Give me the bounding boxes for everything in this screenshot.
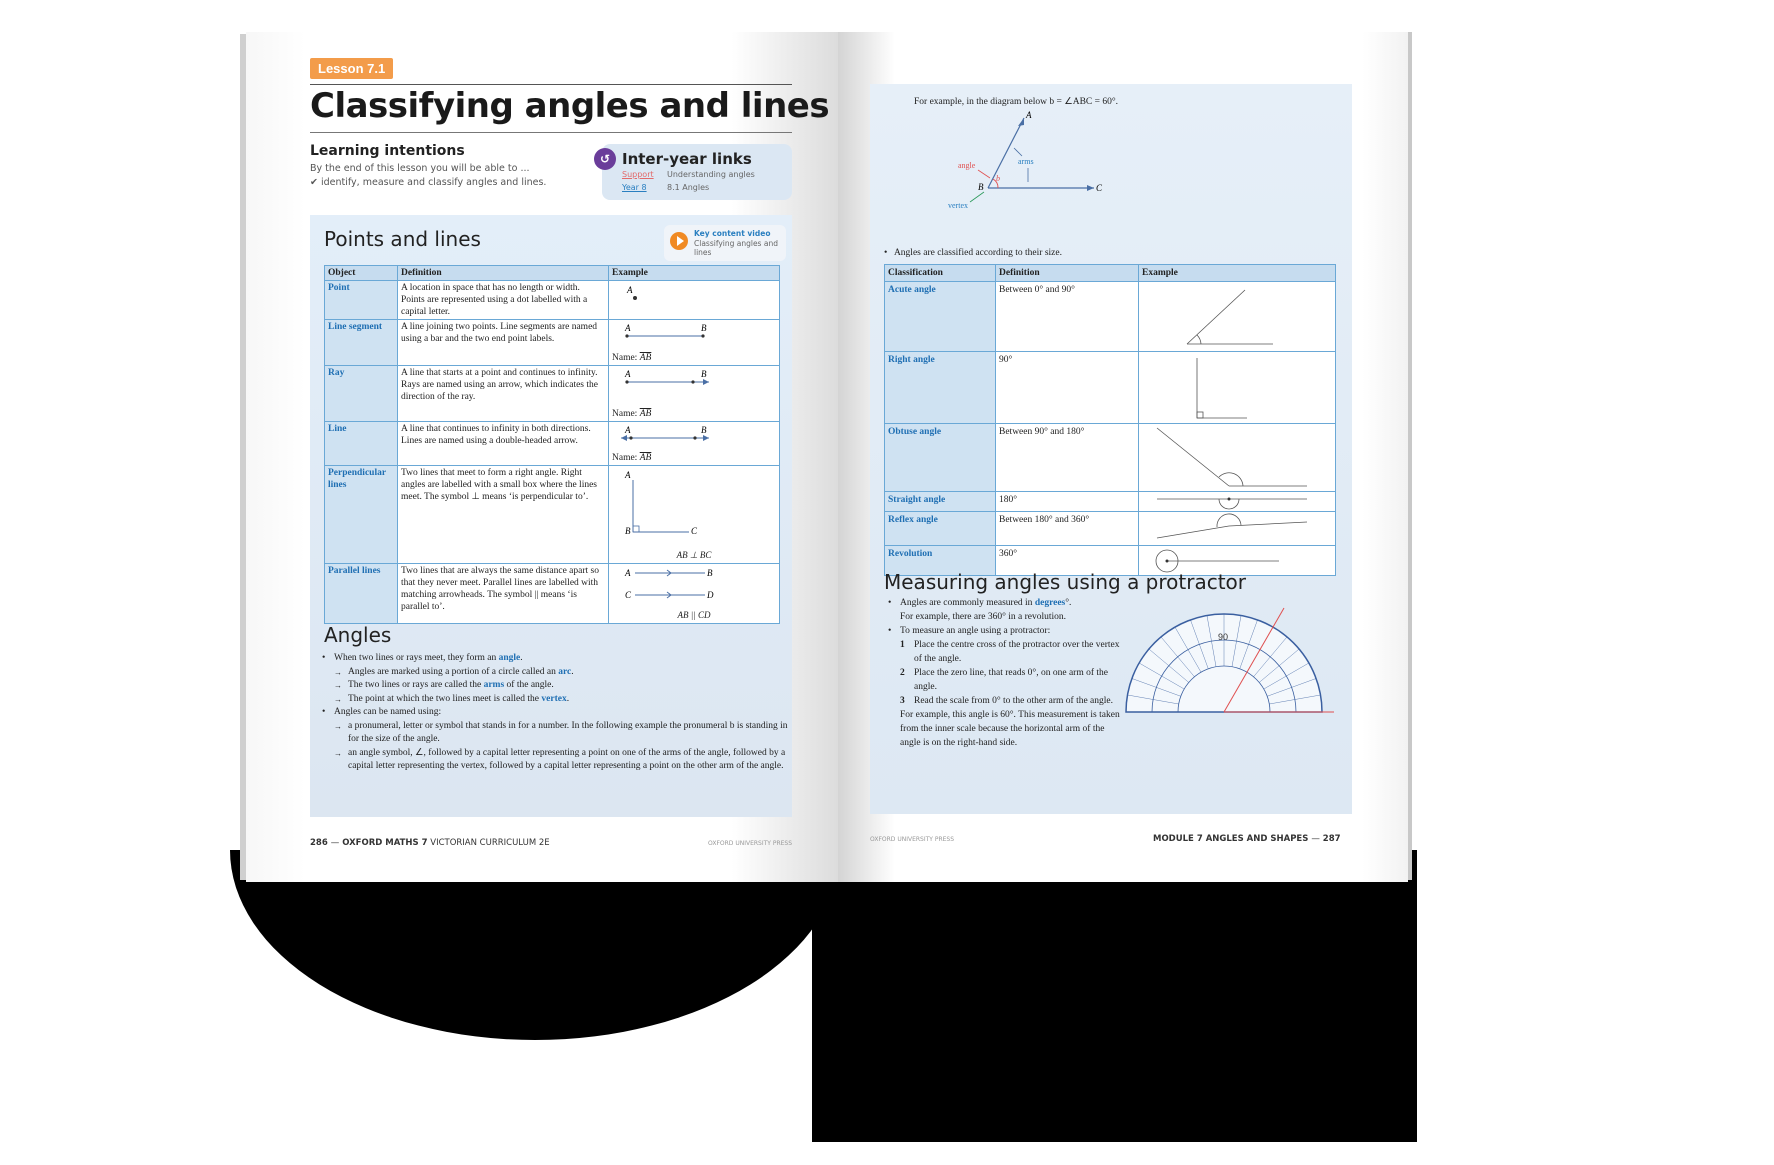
list-item: • Angles are commonly measured in degrees°. (884, 596, 1124, 610)
angle-diagram (940, 110, 1140, 230)
parallel-caption: AB || CD (677, 610, 711, 620)
lesson-tag: Lesson 7.1 (310, 58, 393, 79)
title-rule-bottom (310, 132, 792, 133)
step-item: 3 Read the scale from 0° to the other arm of the angle. (900, 696, 1114, 706)
example-cell (609, 422, 780, 466)
table-row (885, 424, 1336, 492)
list-item: • Angles can be named using: (310, 706, 790, 720)
label-b-angle: b (996, 174, 1000, 183)
label-arms: arms (1018, 157, 1034, 166)
definition-cell: Between 90° and 180° (996, 424, 1139, 492)
step-item: 1 Place the centre cross of the protractor over the vertex of the angle. (900, 640, 1120, 664)
definition-cell: 90° (996, 352, 1139, 424)
table-row (885, 352, 1336, 424)
label-a: A (627, 285, 633, 295)
point-diagram (609, 281, 733, 307)
book-shadow-right (812, 850, 1417, 1142)
definition-cell: Between 180° and 360° (996, 512, 1139, 546)
label-c: C (1096, 183, 1103, 193)
video-subtitle: Classifying angles and lines (694, 239, 778, 257)
example-cell (609, 466, 780, 564)
example-cell (609, 564, 780, 624)
inter-year-row[interactable] (622, 183, 709, 192)
obtuse-angle-diagram (1139, 424, 1319, 492)
footer-publisher: OXFORD UNIVERSITY PRESS (870, 836, 955, 843)
header-cell: Definition (398, 266, 609, 281)
play-icon (670, 232, 688, 250)
footer-publisher: OXFORD UNIVERSITY PRESS (708, 840, 793, 847)
step-item: 2 Place the zero line, that reads 0°, on one arm of the angle. (900, 668, 1108, 692)
list-subitem: → a pronumeral, letter or symbol that stands in for a number. In the following example the pronumeral b is standing in for the size of the angle. (310, 720, 790, 747)
table-row (325, 466, 780, 564)
list-subitem: → an angle symbol, ∠, followed by a capital letter representing a point on one of the arms of the angle, followed by a capital letter representing the vertex, followed by a capital letter representing a point on the other arm of the angle. (310, 747, 790, 774)
reflex-angle-diagram (1139, 512, 1319, 546)
keyword: vertex (541, 693, 567, 704)
list-item: • To measure an angle using a protractor: (884, 624, 1124, 638)
classification-cell: Straight angle (885, 492, 996, 512)
header-cell: Definition (996, 265, 1139, 282)
inter-year-value: 8.1 Angles (667, 183, 710, 192)
object-cell: Point (325, 281, 398, 320)
video-title: Key content video (694, 229, 771, 238)
label-angle: angle (958, 161, 976, 170)
header-cell: Object (325, 266, 398, 281)
classification-cell: Right angle (885, 352, 996, 424)
perpendicular-diagram (609, 466, 733, 546)
object-cell: Perpendicular lines (325, 466, 398, 564)
table-row (325, 320, 780, 366)
right-angle-diagram (1139, 352, 1319, 424)
definition-cell: 360° (996, 546, 1139, 576)
keyword: degrees (1034, 598, 1066, 608)
definition-cell: A line joining two points. Line segments are named using a bar and the two end point labels. (398, 320, 609, 366)
example-cell (1139, 424, 1336, 492)
title-rule-top (310, 84, 792, 85)
label-b: B (701, 369, 707, 379)
key-content-video[interactable] (664, 225, 786, 261)
label-b: B (701, 323, 707, 333)
points-lines-table (324, 265, 780, 624)
measuring-list (884, 596, 1124, 750)
definition-cell: Two lines that meet to form a right angle. Right angles are labelled with a small box where the lines meet. The symbol ⊥ means ‘is perpendicular to’. (398, 466, 609, 564)
object-cell: Line (325, 422, 398, 466)
table-row (325, 564, 780, 624)
object-cell: Line segment (325, 320, 398, 366)
table-header-row (885, 265, 1336, 282)
example-cell (1139, 492, 1336, 512)
page-title: Classifying angles and lines (310, 86, 830, 126)
angles-title: Angles (324, 623, 392, 647)
example-line: For example, in the diagram below b = ∠ABC = 60°. (914, 97, 1119, 107)
table-row (885, 492, 1336, 512)
definition-cell: Between 0° and 90° (996, 282, 1139, 352)
definition-cell: A line that starts at a point and continues to infinity. Rays are named using an arrow, which indicates the direction of the ray. (398, 366, 609, 422)
label-a: A (1026, 110, 1032, 120)
list-paragraph: For example, this angle is 60°. This measurement is taken from the inner scale because the horizontal arm of the angle is on the right-hand side. (900, 710, 1120, 748)
points-lines-title: Points and lines (324, 227, 481, 251)
definition-cell: 180° (996, 492, 1139, 512)
header-cell: Classification (885, 265, 996, 282)
label-a: A (625, 425, 631, 435)
angles-panel (870, 84, 1352, 814)
example-cell (1139, 352, 1336, 424)
label-a: A (625, 369, 631, 379)
inter-year-row[interactable] (622, 170, 755, 179)
inter-year-key[interactable]: Year 8 (622, 183, 647, 192)
straight-angle-diagram (1139, 492, 1319, 512)
perpendicular-caption: AB ⊥ BC (676, 550, 712, 560)
table-row (325, 281, 780, 320)
table-row (325, 366, 780, 422)
inter-year-value: Understanding angles (667, 170, 755, 179)
list-subitem: → The two lines or rays are called the arms of the angle. (310, 679, 790, 693)
label-b: B (978, 182, 984, 192)
inter-year-title: Inter-year links (622, 150, 752, 168)
learning-intentions-intro: By the end of this lesson you will be able to ... (310, 163, 530, 174)
footer-left: 286 — OXFORD MATHS 7 VICTORIAN CURRICULUM 2E (310, 838, 550, 848)
classification-table (884, 264, 1336, 576)
classification-cell: Revolution (885, 546, 996, 576)
example-cell (1139, 512, 1336, 546)
keyword: arms (483, 680, 505, 690)
label-b: B (701, 425, 707, 435)
label-a: A (625, 470, 631, 480)
parallel-diagram (609, 564, 733, 608)
label-b: B (707, 568, 713, 578)
label-c: C (625, 590, 632, 600)
keyword: angle (498, 653, 521, 663)
footer-right: MODULE 7 ANGLES AND SHAPES — 287 (1153, 834, 1341, 844)
learning-intentions-heading: Learning intentions (310, 143, 465, 159)
label-c: C (691, 526, 698, 536)
classification-cell: Acute angle (885, 282, 996, 352)
list-subitem: → The point at which the two lines meet is called the vertex. (310, 693, 790, 707)
ray-diagram (609, 366, 733, 398)
list-paragraph: For example, there are 360° in a revolution. (900, 612, 1067, 622)
classification-cell: Reflex angle (885, 512, 996, 546)
line-diagram (609, 422, 733, 452)
example-cell (609, 320, 780, 366)
classification-cell: Obtuse angle (885, 424, 996, 492)
label-a: A (625, 568, 631, 578)
measuring-title: Measuring angles using a protractor (884, 570, 1247, 594)
table-row (885, 512, 1336, 546)
classified-note: • Angles are classified according to their size. (884, 248, 1062, 258)
label-d: D (707, 590, 714, 600)
label-vertex: vertex (948, 201, 968, 210)
name-label: Name: $\overline{AB}$ (612, 409, 652, 419)
right-page (838, 32, 1408, 882)
definition-cell: A line that continues to infinity in both directions. Lines are named using a double-headed arrow. (398, 422, 609, 466)
table-row (325, 422, 780, 466)
protractor-mid-label: 90 (1218, 632, 1229, 642)
example-cell (1139, 282, 1336, 352)
list-item: • When two lines or rays meet, they form an angle. (310, 652, 790, 666)
label-b: B (625, 526, 631, 536)
inter-year-links-box[interactable] (599, 144, 792, 200)
example-cell (609, 281, 780, 320)
acute-angle-diagram (1139, 282, 1319, 352)
learning-intentions-item: ✔ identify, measure and classify angles and lines. (310, 177, 547, 188)
protractor-diagram (1116, 604, 1336, 724)
header-cell: Example (609, 266, 780, 281)
table-row (885, 282, 1336, 352)
link-icon: ↺ (594, 148, 616, 170)
keyword: arc (558, 666, 572, 677)
object-cell: Ray (325, 366, 398, 422)
table-header-row (325, 266, 780, 281)
segment-diagram (609, 320, 733, 352)
angles-list (310, 652, 790, 774)
name-label: Name: $\overline{AB}$ (612, 453, 652, 463)
inter-year-key[interactable]: Support (622, 170, 654, 179)
header-cell: Example (1139, 265, 1336, 282)
label-a: A (625, 323, 631, 333)
name-label: Name: $\overline{AB}$ (612, 353, 652, 363)
left-page (246, 32, 838, 882)
example-cell (609, 366, 780, 422)
list-subitem: → Angles are marked using a portion of a circle called an arc. (310, 666, 790, 680)
definition-cell: A location in space that has no length or width. Points are represented using a dot labelled with a capital letter. (398, 281, 609, 320)
object-cell: Parallel lines (325, 564, 398, 624)
definition-cell: Two lines that are always the same distance apart so that they never meet. Parallel lines are labelled with matching arrowheads. The symbol || means ‘is parallel to’. (398, 564, 609, 624)
